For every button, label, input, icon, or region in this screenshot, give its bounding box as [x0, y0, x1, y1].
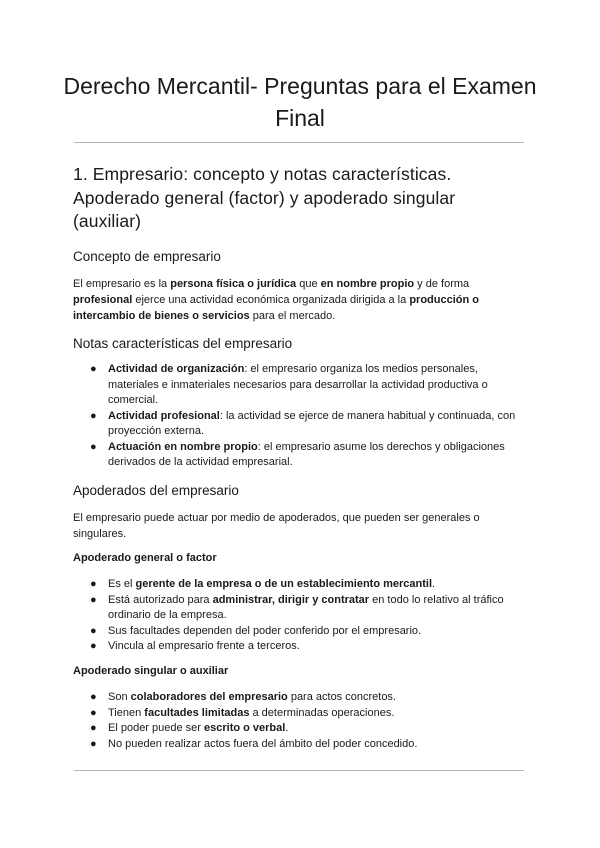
list-item: [90, 737, 522, 753]
nota-text: : la actividad se ejerce de manera habitual y continuada, con proyección externa.: [108, 409, 516, 437]
apoderado-singular-list: [90, 690, 522, 752]
nota-bold: Actividad profesional: [108, 409, 220, 422]
item-text: El poder puede ser: [108, 722, 205, 734]
apoderados-intro: El empresario puede actuar por medio de apoderados, que pueden ser generales o singulares.: [73, 512, 480, 540]
bullet-icon: ●: [90, 624, 97, 637]
concepto-bold-4: producción o intercambio de bienes o servicios: [73, 294, 479, 322]
bullet-icon: ●: [90, 691, 97, 703]
list-item: [90, 639, 522, 655]
bullet-icon: ●: [90, 578, 97, 590]
list-item: [90, 690, 522, 706]
item-text: Vincula al empresario frente a terceros.: [108, 640, 300, 652]
section-title: 1. Empresario: concepto y notas características. Apoderado general (factor) y apoderado singular (auxiliar): [73, 164, 456, 231]
bullet-icon: ●: [90, 409, 97, 422]
bottom-divider: [74, 770, 524, 771]
bullet-icon: ●: [90, 722, 97, 734]
document-title: Derecho Mercantil- Preguntas para el Examen Final: [63, 73, 537, 131]
apoderado-general-list: [90, 577, 522, 655]
list-item: [90, 577, 522, 593]
bullet-icon: ●: [90, 737, 97, 750]
item-text: No pueden realizar actos fuera del ámbito del poder concedido.: [108, 737, 418, 750]
nota-bold: Actividad de organización: [108, 363, 245, 375]
bullet-icon: ●: [90, 706, 97, 719]
item-text: .: [432, 578, 436, 590]
concepto-text-1: El empresario es la: [73, 278, 171, 290]
list-item: [90, 721, 522, 737]
apoderado-general-heading: Apoderado general o factor: [73, 552, 217, 564]
list-item: [90, 362, 522, 409]
item-bold: escrito o verbal: [204, 722, 286, 734]
notas-heading: Notas características del empresario: [73, 336, 293, 351]
item-text: a determinadas operaciones.: [249, 706, 395, 719]
list-item: [90, 706, 522, 722]
item-bold: administrar, dirigir y contratar: [212, 593, 370, 606]
bullet-icon: ●: [90, 640, 97, 652]
concepto-bold-3: profesional: [73, 294, 133, 306]
list-item: [90, 593, 522, 624]
item-text: para actos concretos.: [287, 691, 396, 703]
item-text: en todo lo relativo al tráfico ordinario de la empresa.: [108, 593, 504, 621]
list-item: [90, 440, 522, 471]
item-text: Es el: [108, 578, 136, 590]
item-bold: colaboradores del empresario: [130, 691, 288, 703]
apoderados-heading: Apoderados del empresario: [73, 483, 239, 498]
concepto-bold-1: persona física o jurídica: [170, 278, 297, 290]
concepto-text-4: ejerce una actividad económica organizada dirigida a la: [132, 294, 410, 306]
apoderado-singular-heading: Apoderado singular o auxiliar: [73, 665, 229, 677]
item-text: Son: [108, 691, 131, 703]
item-bold: gerente de la empresa o de un establecimiento mercantil: [135, 578, 433, 590]
concepto-text-5: para el mercado.: [249, 310, 336, 322]
notas-list: [90, 362, 522, 471]
item-text: .: [285, 722, 289, 734]
bullet-icon: ●: [90, 440, 97, 453]
concepto-text-2: que: [296, 278, 321, 290]
concepto-text-3: y de forma: [414, 278, 470, 290]
nota-bold: Actuación en nombre propio: [108, 440, 258, 453]
item-text: Tienen: [108, 706, 145, 719]
list-item: [90, 624, 522, 640]
nota-text: : el empresario organiza los medios personales, materiales e inmateriales necesarios para desarrollar la actividad productiva o comercial.: [108, 363, 488, 406]
bullet-icon: ●: [90, 363, 97, 375]
item-bold: facultades limitadas: [144, 706, 250, 719]
list-item: [90, 409, 522, 440]
concepto-paragraph: [73, 276, 523, 324]
item-text: Sus facultades dependen del poder conferido por el empresario.: [108, 624, 422, 637]
top-divider: [74, 142, 524, 143]
item-text: Está autorizado para: [108, 593, 213, 606]
nota-text: : el empresario asume los derechos y obligaciones derivados de la actividad empresarial.: [108, 440, 505, 468]
concepto-bold-2: en nombre propio: [320, 278, 415, 290]
bullet-icon: ●: [90, 593, 97, 606]
concepto-heading: Concepto de empresario: [73, 249, 221, 264]
